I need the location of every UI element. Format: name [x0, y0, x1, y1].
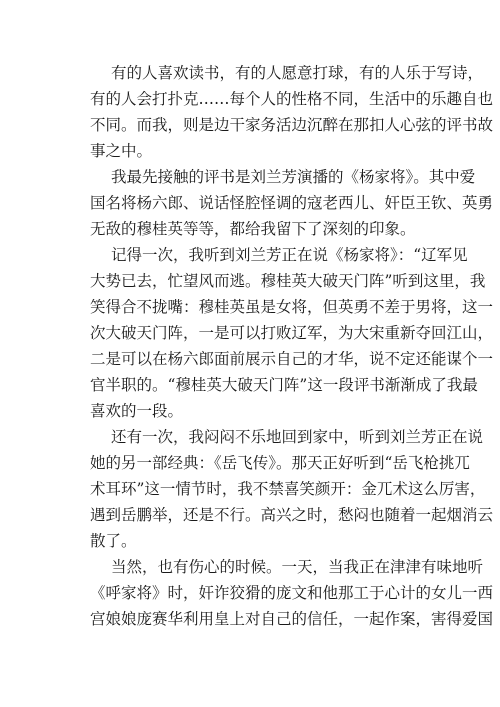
text-line: 散了。 [90, 532, 137, 550]
text-line: 我最先接触的评书是刘兰芳演播的《杨家将》。其中爱 [111, 168, 476, 186]
text-line: 不同。而我，则是边干家务活边沉醉在那扣人心弦的评书故 [90, 116, 494, 134]
text-line: 国名将杨六郎、说话怪腔怪调的寇老西儿、奸臣王钦、英勇 [90, 194, 494, 212]
text-line: 《呼家将》时，奸诈狡猾的庞文和他那工于心计的女儿一西 [90, 584, 494, 602]
text-line: 官半职的。“穆桂英大破天门阵”这一段评书渐渐成了我最 [90, 376, 478, 394]
text-line: 还有一次，我闷闷不乐地回到家中，听到刘兰芳正在说 [111, 428, 484, 446]
text-line: 事之中。 [90, 142, 153, 160]
text-line: 她的另一部经典：《岳飞传》。那天正好听到“岳飞枪挑兀 [90, 454, 470, 472]
text-line: 有的人喜欢读书，有的人愿意打球，有的人乐于写诗， [111, 64, 484, 82]
text-line: 当然，也有伤心的时候。一天，当我正在津津有味地听 [111, 558, 484, 576]
text-line: 二是可以在杨六郎面前展示自己的才华，说不定还能谋个一 [90, 350, 494, 368]
text-line: 记得一次，我听到刘兰芳正在说《杨家将》：“辽军见 [111, 246, 468, 264]
text-line: 次大破天门阵，一是可以打败辽军，为大宋重新夺回江山， [90, 324, 494, 342]
text-line: 遇到岳鹏举，还是不行。高兴之时，愁闷也随着一起烟消云 [90, 506, 494, 524]
text-line: 无敌的穆桂英等等，都给我留下了深刻的印象。 [90, 220, 416, 238]
text-line: 笑得合不拢嘴：穆桂英虽是女将，但英勇不差于男将，这一 [90, 298, 494, 316]
text-line: 喜欢的一段。 [90, 402, 184, 420]
essay-body [90, 60, 494, 632]
text-line: 宫娘娘庞赛华利用皇上对自己的信任，一起作案，害得爱国 [90, 610, 494, 628]
text-line: 术耳环”这一情节时，我不禁喜笑颜开：金兀术这么厉害， [90, 480, 486, 498]
text-line: 有的人会打扑克……每个人的性格不同，生活中的乐趣自也 [90, 90, 494, 108]
text-line: 大势已去，忙望风而逃。穆桂英大破天门阵”听到这里，我 [90, 272, 486, 290]
